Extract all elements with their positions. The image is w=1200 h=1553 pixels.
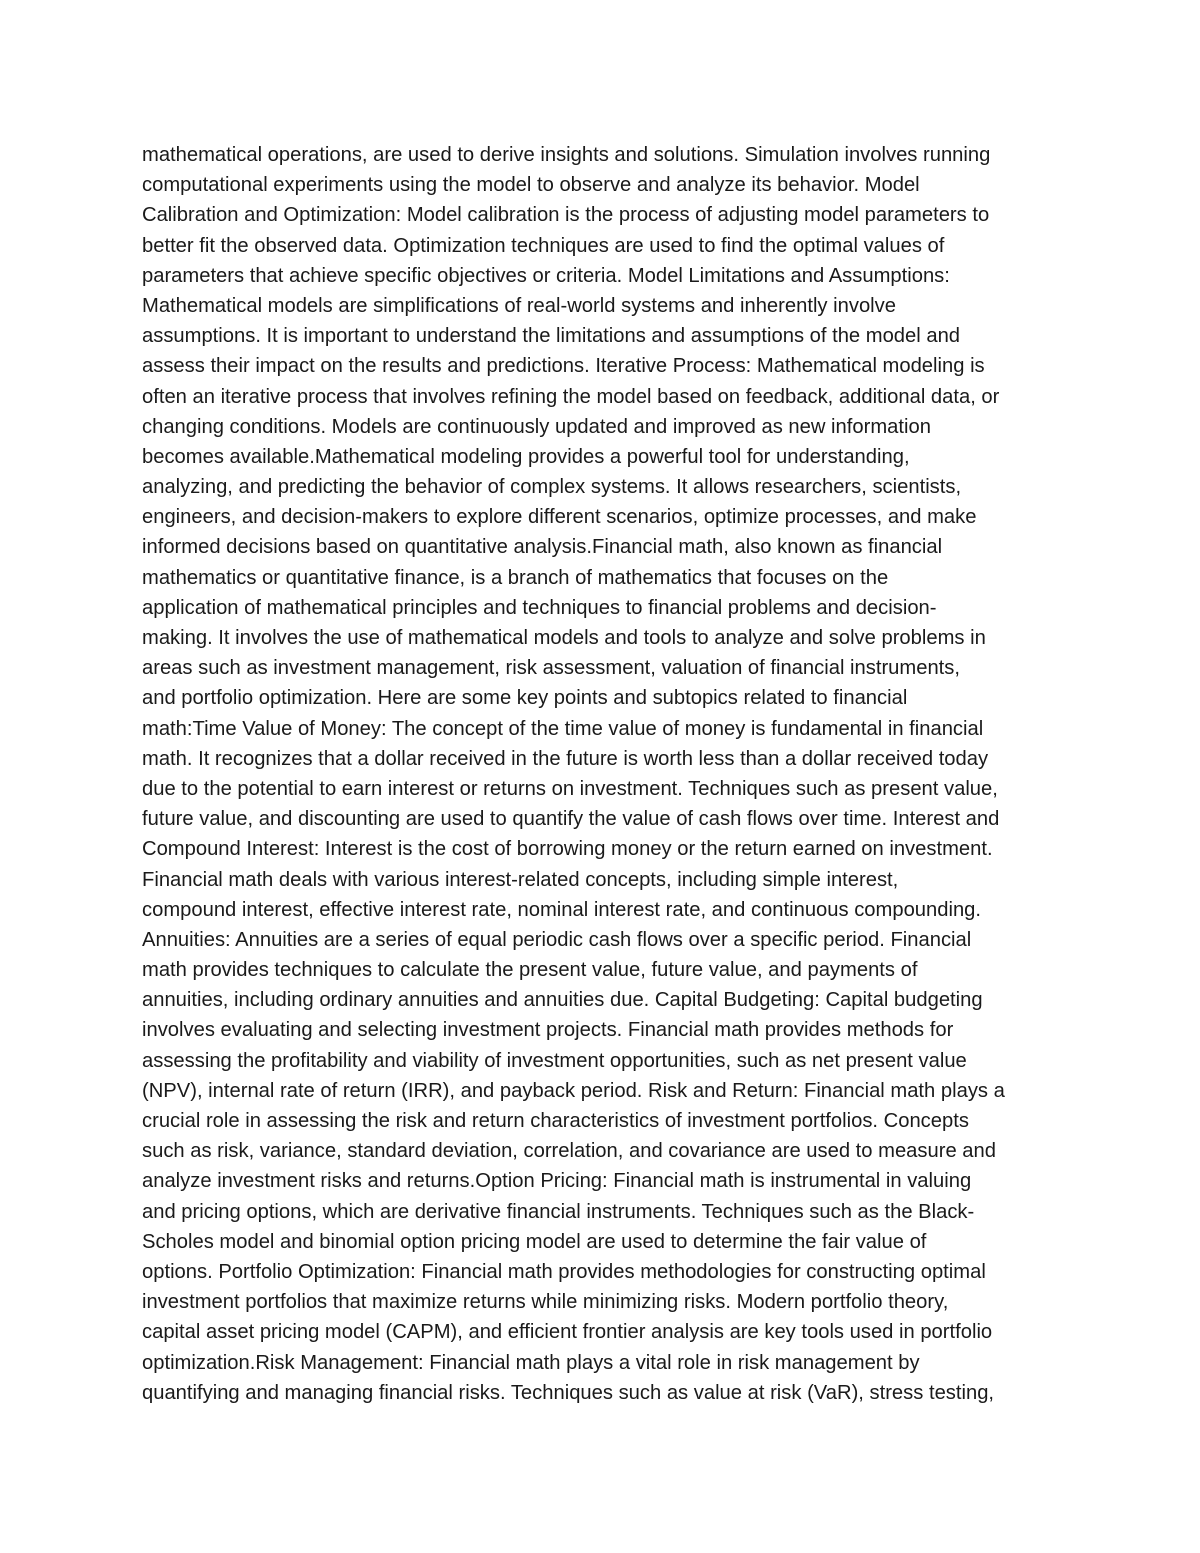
text-line: capital asset pricing model (CAPM), and efficient frontier analysis are key tools used in portfolio <box>142 1321 993 1344</box>
text-line: becomes available.Mathematical modeling provides a powerful tool for understanding, <box>142 445 910 468</box>
text-line: Financial math deals with various interest-related concepts, including simple interest, <box>142 868 899 891</box>
text-line: investment portfolios that maximize returns while minimizing risks. Modern portfolio theory, <box>142 1291 949 1314</box>
text-line: application of mathematical principles and techniques to financial problems and decision- <box>142 596 937 619</box>
text-line: involves evaluating and selecting investment projects. Financial math provides methods for <box>142 1019 954 1042</box>
text-line: computational experiments using the model to observe and analyze its behavior. Model <box>142 174 920 197</box>
text-line: assumptions. It is important to understand the limitations and assumptions of the model and <box>142 325 961 348</box>
text-line: assessing the profitability and viability of investment opportunities, such as net present value <box>142 1049 967 1072</box>
text-line: quantifying and managing financial risks. Techniques such as value at risk (VaR), stress testing, <box>142 1381 995 1404</box>
text-line: Compound Interest: Interest is the cost of borrowing money or the return earned on investment. <box>142 838 993 861</box>
text-line: parameters that achieve specific objectives or criteria. Model Limitations and Assumptions: <box>142 264 950 287</box>
text-line: areas such as investment management, risk assessment, valuation of financial instruments, <box>142 657 960 680</box>
text-line: math provides techniques to calculate the present value, future value, and payments of <box>142 959 918 982</box>
text-line: and portfolio optimization. Here are some key points and subtopics related to financial <box>142 687 908 710</box>
text-line: analyzing, and predicting the behavior of complex systems. It allows researchers, scientists, <box>142 476 962 499</box>
text-line: mathematics or quantitative finance, is a branch of mathematics that focuses on the <box>142 566 889 589</box>
text-line: informed decisions based on quantitative analysis.Financial math, also known as financial <box>142 536 943 559</box>
text-line: assess their impact on the results and predictions. Iterative Process: Mathematical modeling is <box>142 355 985 378</box>
body-text <box>142 140 1072 1408</box>
text-line: math. It recognizes that a dollar received in the future is worth less than a dollar received today <box>142 747 989 770</box>
text-line: and pricing options, which are derivative financial instruments. Techniques such as the Black- <box>142 1200 975 1223</box>
text-line: Mathematical models are simplifications of real-world systems and inherently involve <box>142 294 896 317</box>
text-line: optimization.Risk Management: Financial math plays a vital role in risk management by <box>142 1351 920 1374</box>
text-line: such as risk, variance, standard deviation, correlation, and covariance are used to measure and <box>142 1140 996 1163</box>
text-line: Scholes model and binomial option pricing model are used to determine the fair value of <box>142 1230 927 1253</box>
text-line: annuities, including ordinary annuities and annuities due. Capital Budgeting: Capital budgeting <box>142 989 983 1012</box>
text-line: better fit the observed data. Optimization techniques are used to find the optimal values of <box>142 234 945 257</box>
text-line: often an iterative process that involves refining the model based on feedback, additional data, or <box>142 385 1000 408</box>
text-line: making. It involves the use of mathematical models and tools to analyze and solve problems in <box>142 627 986 649</box>
text-line: future value, and discounting are used to quantify the value of cash flows over time. Interest and <box>142 808 1000 831</box>
text-line: Calibration and Optimization: Model calibration is the process of adjusting model parameters to <box>142 204 990 227</box>
text-line: options. Portfolio Optimization: Financial math provides methodologies for constructing optimal <box>142 1260 986 1283</box>
text-line: changing conditions. Models are continuously updated and improved as new information <box>142 415 931 438</box>
text-line: crucial role in assessing the risk and return characteristics of investment portfolios. Concepts <box>142 1110 969 1132</box>
text-line: engineers, and decision-makers to explore different scenarios, optimize processes, and make <box>142 506 977 529</box>
text-line: (NPV), internal rate of return (IRR), and payback period. Risk and Return: Financial math plays a <box>142 1079 1005 1102</box>
text-line: mathematical operations, are used to derive insights and solutions. Simulation involves running <box>142 144 991 166</box>
text-line: analyze investment risks and returns.Option Pricing: Financial math is instrumental in valuing <box>142 1170 972 1193</box>
text-line: compound interest, effective interest rate, nominal interest rate, and continuous compounding. <box>142 898 982 921</box>
text-line: due to the potential to earn interest or returns on investment. Techniques such as present value, <box>142 777 998 800</box>
text-line: math:Time Value of Money: The concept of the time value of money is fundamental in financial <box>142 717 984 740</box>
text-line: Annuities: Annuities are a series of equal periodic cash flows over a specific period. Financial <box>142 928 972 951</box>
